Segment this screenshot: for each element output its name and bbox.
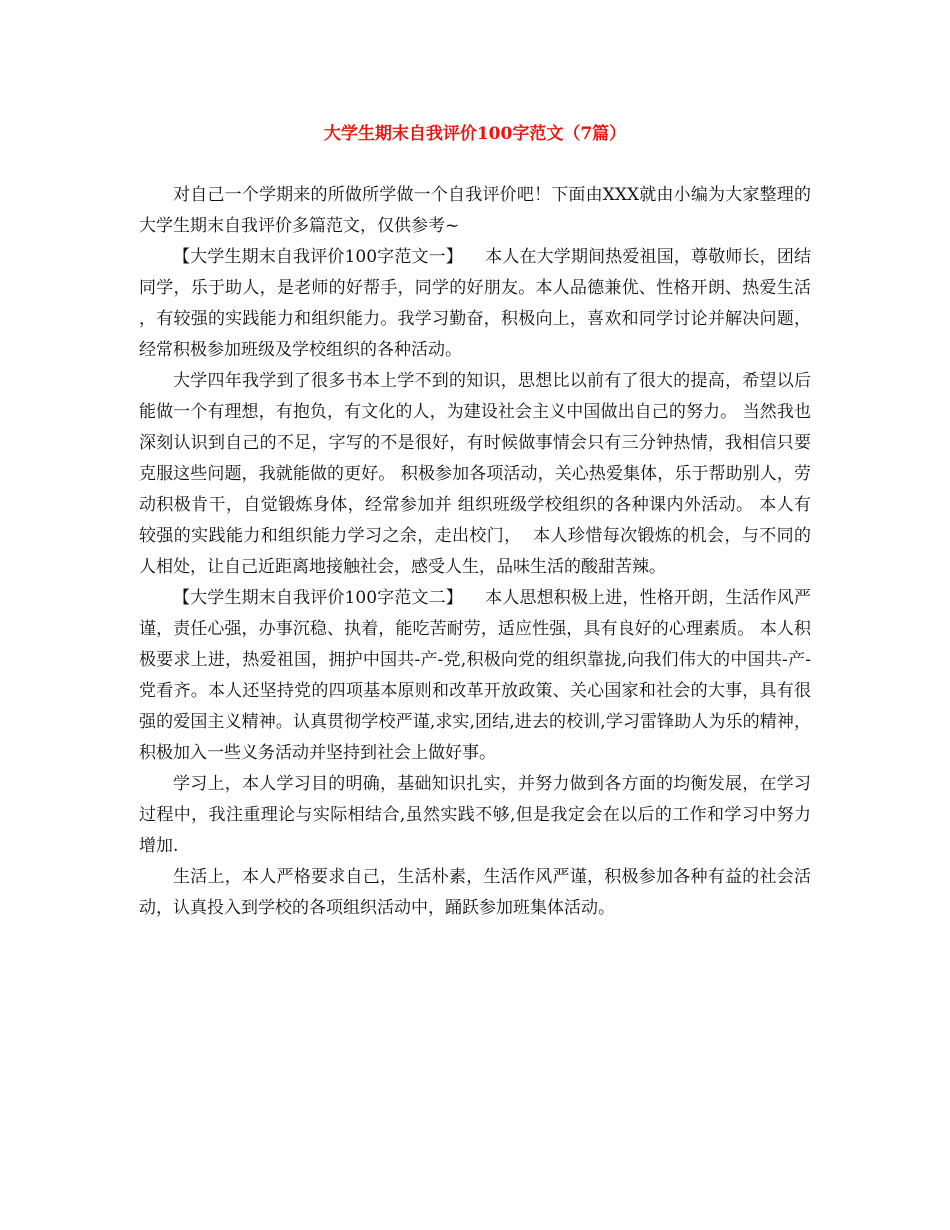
paragraph-intro: 对自己一个学期来的所做所学做一个自我评价吧！下面由XXX就由小编为大家整理的大学生期末自我评价多篇范文，仅供参考~	[139, 185, 811, 236]
paragraph-sample-two: 【大学生期末自我评价100字范文二】 本人思想积极上进，性格开朗，生活作风严谨，责任心强，办事沉稳、执着，能吃苦耐劳，适应性强，具有良好的心理素质。 本人积极要求上进，热爱祖国，拥护中国共-产-党,积极向党的组织靠拢,向我们伟大的中国共-产-党看齐。本人还坚持党的四项基本原则和改革开放政策、关心国家和社会的大事，具有很强的爱国主义精神。认真贯彻学校严谨,求实,团结,进去的校训,学习雷锋助人为乐的精神，积极加入一些义务活动并坚持到社会上做好事。	[139, 588, 811, 763]
document-title: 大学生期末自我评价100字范文（7篇）	[323, 124, 627, 144]
paragraph-sample-one: 【大学生期末自我评价100字范文一】 本人在大学期间热爱祖国，尊敬师长，团结同学，乐于助人，是老师的好帮手，同学的好朋友。本人品德兼优、性格开朗、热爱生活 ，有较强的实践能力和组织能力。我学习勤奋，积极向上，喜欢和同学讨论并解决问题，经常积极参加班级及学校组织的各种活动。	[139, 247, 817, 360]
document-body	[139, 180, 817, 924]
paragraph-study: 学习上，本人学习目的明确，基础知识扎实，并努力做到各方面的均衡发展，在学习过程中，我注重理论与实际相结合,虽然实践不够,但是我定会在以后的工作和学习中努力增加.	[139, 774, 811, 856]
paragraph-life: 生活上，本人严格要求自己，生活朴素，生活作风严谨，积极参加各种有益的社会活动，认真投入到学校的各项组织活动中，踊跃参加班集体活动。	[139, 867, 811, 918]
paragraph-four-years: 大学四年我学到了很多书本上学不到的知识，思想比以前有了很大的提高，希望以后能做一个有理想，有抱负，有文化的人，为建设社会主义中国做出自己的努力。 当然我也深刻认识到自己的不足，字写的不是很好，有时候做事情会只有三分钟热情，我相信只要 克服这些问题，我就能做的更好。 积极参加各项活动，关心热爱集体，乐于帮助别人，劳动积极肯干，自觉锻炼身体，经常参加并 组织班级学校组织的各种课内外活动。 本人有较强的实践能力和组织能力学习之余，走出校门， 本人珍惜每次锻炼的机会，与不同的人相处，让自己近距离地接触社会，感受人生，品味生活的酸甜苦辣。	[139, 371, 817, 577]
